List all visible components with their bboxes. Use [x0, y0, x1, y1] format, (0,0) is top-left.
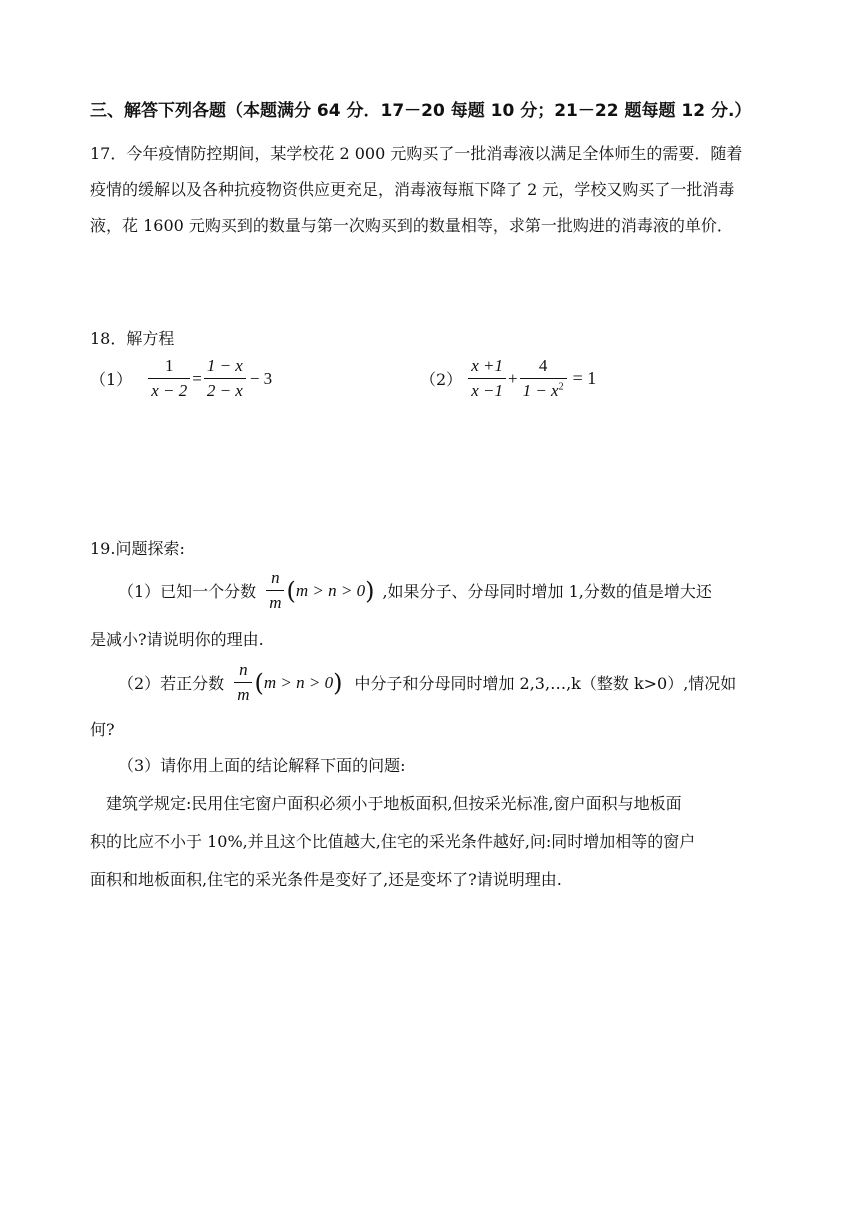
open-paren: (: [286, 576, 296, 605]
fraction-numerator: n: [271, 568, 280, 587]
fraction-denominator: x − 2: [148, 378, 190, 401]
q19-part2-line-2: 何?: [90, 720, 115, 739]
section-heading: 三、解答下列各题（本题满分 64 分．17－20 每题 10 分；21－22 题每题 12 分.）: [90, 101, 752, 121]
q19-part2-line-1: [118, 660, 736, 705]
q19-p2-start: （2）若正分数: [118, 674, 225, 693]
fraction-numerator: 4: [538, 356, 548, 375]
q19-title: 19.问题探索:: [90, 539, 185, 558]
q19-part1-line-2: 是减小?请说明你的理由.: [90, 630, 264, 649]
fraction-numerator: x +1: [471, 356, 503, 375]
denominator-base: 1 − x: [522, 381, 559, 400]
q19-body-line-3: 面积和地板面积,住宅的采光条件是变好了,还是变坏了?请说明理由.: [90, 870, 562, 889]
fraction-numerator: 1: [164, 356, 174, 375]
eq2-tail: = 1: [572, 368, 597, 388]
q19-p1-end: ,如果分子、分母同时增加 1,分数的值是增大还: [382, 582, 712, 601]
fraction-numerator: n: [239, 660, 248, 679]
q18-eq1-fraction-1: [148, 356, 190, 401]
open-paren: (: [254, 668, 264, 697]
fraction-denominator: [520, 378, 567, 401]
q17-line-2: 疫情的缓解以及各种抗疫物资供应更充足，消毒液每瓶下降了 2 元，学校又购买了一批消毒: [90, 180, 735, 199]
q18-equation-2: [420, 356, 596, 401]
fraction-denominator: 2 − x: [204, 378, 246, 401]
q19-p1-condition: m > n > 0: [295, 580, 366, 600]
close-paren: ): [333, 668, 343, 697]
q18-eq2-fraction-1: [468, 356, 506, 401]
q19-p1-start: （1）已知一个分数: [118, 582, 257, 601]
q19-part3: （3）请你用上面的结论解释下面的问题:: [118, 756, 406, 775]
q19-body-line-2: 积的比应不小于 10%,并且这个比值越大,住宅的采光条件越好,问:同时增加相等的窗户: [90, 832, 696, 851]
q19-p1-fraction: [266, 568, 284, 613]
close-paren: ): [365, 576, 375, 605]
eq1-tail: − 3: [249, 368, 273, 388]
q18-part1-label: （1）: [90, 370, 133, 389]
q18-part2-label: （2）: [420, 370, 463, 389]
q19-p2-end: 中分子和分母同时增加 2,3,…,k（整数 k>0）,情况如: [354, 674, 737, 693]
fraction-denominator: m: [234, 682, 252, 705]
q18-equation-1: [90, 356, 272, 401]
q19-p2-condition: m > n > 0: [263, 672, 334, 692]
q18-eq2-fraction-2: [520, 356, 567, 401]
plus-sign: +: [507, 368, 518, 388]
q17-line-3: 液，花 1600 元购买到的数量与第一次购买到的数量相等，求第一批购进的消毒液的单价．: [90, 216, 733, 235]
q18-eq1-fraction-2: [204, 356, 246, 401]
q19-part1-line-1: [118, 568, 712, 613]
equals-sign: =: [192, 368, 202, 388]
q17-line-1: 17．今年疫情防控期间，某学校花 2 000 元购买了一批消毒液以满足全体师生的需要．随着: [90, 144, 743, 163]
q19-body-line-1: 建筑学规定:民用住宅窗户面积必须小于地板面积,但按采光标准,窗户面积与地板面: [106, 794, 682, 813]
q19-p2-fraction: [234, 660, 252, 705]
exponent: 2: [558, 381, 564, 393]
fraction-numerator: 1 − x: [206, 356, 243, 375]
q18-title: 18．解方程: [90, 329, 175, 348]
fraction-denominator: m: [266, 590, 284, 613]
fraction-denominator: x −1: [468, 378, 506, 401]
